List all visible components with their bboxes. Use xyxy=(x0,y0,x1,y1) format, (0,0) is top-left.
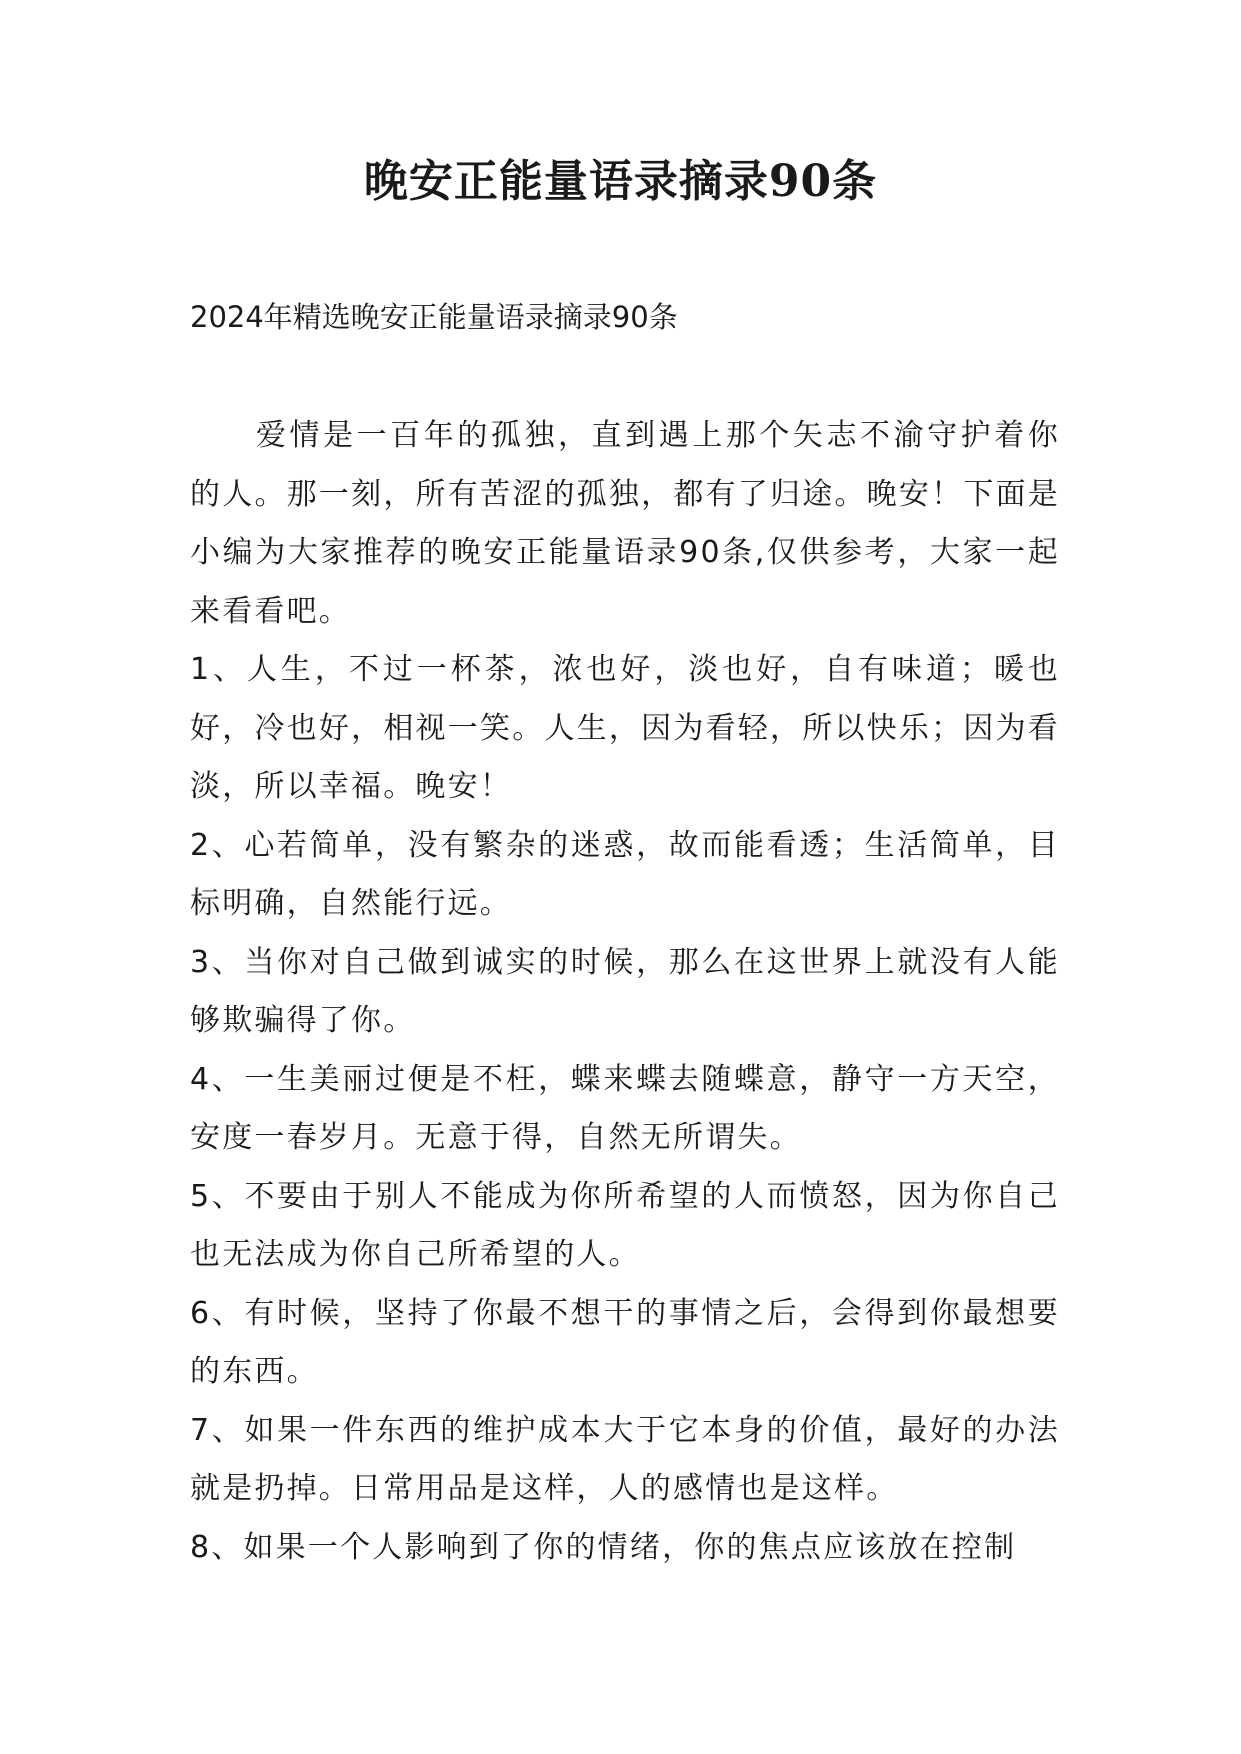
quote-item-6: 6、有时候，坚持了你最不想干的事情之后，会得到你最想要的东西。 xyxy=(190,1295,1060,1389)
quote-item-7: 7、如果一件东西的维护成本大于它本身的价值，最好的办法就是扔掉。日常用品是这样，人的感情也是这样。 xyxy=(190,1412,1060,1506)
quote-item-2: 2、心若简单，没有繁杂的迷惑，故而能看透；生活简单，目标明确，自然能行远。 xyxy=(190,827,1060,921)
document-title: 晚安正能量语录摘录90条 xyxy=(363,156,878,207)
document-body xyxy=(190,407,1060,1577)
quote-item-3: 3、当你对自己做到诚实的时候，那么在这世界上就没有人能够欺骗得了你。 xyxy=(190,944,1060,1038)
quote-item-5: 5、不要由于别人不能成为你所希望的人而愤怒，因为你自己也无法成为你自己所希望的人。 xyxy=(190,1178,1060,1272)
quote-item-1: 1、人生，不过一杯茶，浓也好，淡也好，自有味道；暖也好，冷也好，相视一笑。人生，因为看轻，所以快乐；因为看淡，所以幸福。晚安！ xyxy=(190,652,1060,804)
intro-paragraph: 爱情是一百年的孤独，直到遇上那个矢志不渝守护着你的人。那一刻，所有苦涩的孤独，都有了归途。晚安！下面是小编为大家推荐的晚安正能量语录90条,仅供参考，大家一起来看看吧。 xyxy=(190,418,1060,629)
document-subtitle: 2024年精选晚安正能量语录摘录90条 xyxy=(190,300,678,334)
quote-item-8: 8、如果一个人影响到了你的情绪，你的焦点应该放在控制 xyxy=(190,1529,1017,1565)
quote-item-4: 4、一生美丽过便是不枉，蝶来蝶去随蝶意，静守一方天空，安度一春岁月。无意于得，自然无所谓失。 xyxy=(190,1061,1060,1155)
